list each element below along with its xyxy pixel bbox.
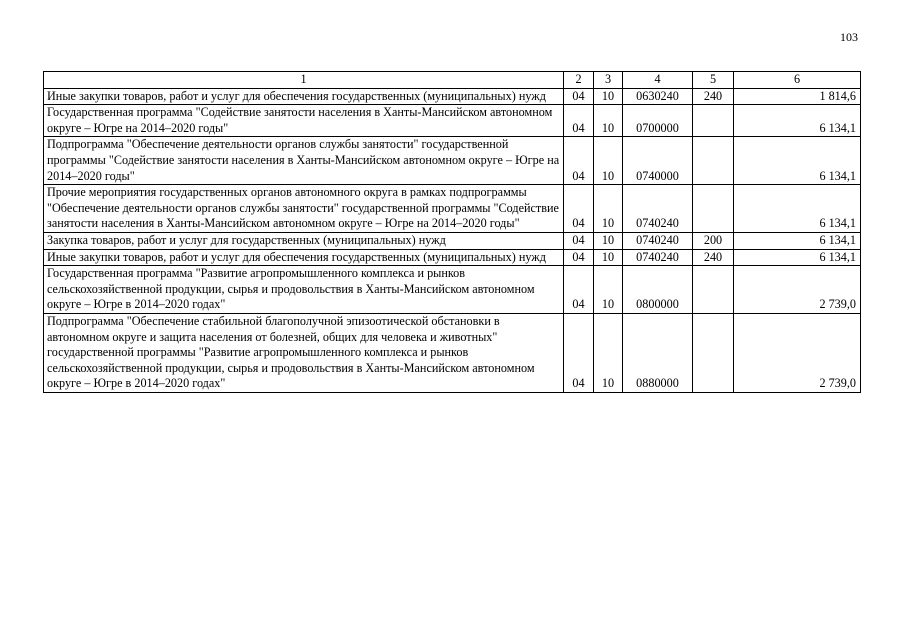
column-header-3: 3 <box>594 72 623 89</box>
row-name: Иные закупки товаров, работ и услуг для обеспечения государственных (муниципальных) нужд <box>44 88 564 105</box>
row-subsection-code: 10 <box>594 137 623 185</box>
row-subsection-code: 10 <box>594 105 623 137</box>
row-section-code: 04 <box>564 266 594 314</box>
table-row <box>44 88 861 105</box>
column-header-5: 5 <box>693 72 734 89</box>
row-subsection-code: 10 <box>594 313 623 392</box>
row-target-code: 0740000 <box>623 137 693 185</box>
row-target-code: 0740240 <box>623 249 693 266</box>
row-section-code: 04 <box>564 313 594 392</box>
column-header-2: 2 <box>564 72 594 89</box>
table-row <box>44 137 861 185</box>
row-expense-type <box>693 266 734 314</box>
page-number: 103 <box>840 30 858 44</box>
row-section-code: 04 <box>564 232 594 249</box>
table-row <box>44 313 861 392</box>
row-amount: 2 739,0 <box>734 313 861 392</box>
row-name: Закупка товаров, работ и услуг для государственных (муниципальных) нужд <box>44 232 564 249</box>
row-amount: 6 134,1 <box>734 137 861 185</box>
row-expense-type: 240 <box>693 249 734 266</box>
row-expense-type <box>693 313 734 392</box>
row-amount: 6 134,1 <box>734 185 861 233</box>
row-subsection-code: 10 <box>594 232 623 249</box>
row-expense-type: 200 <box>693 232 734 249</box>
row-section-code: 04 <box>564 185 594 233</box>
row-section-code: 04 <box>564 137 594 185</box>
row-name: Государственная программа "Содействие занятости населения в Ханты-Мансийском автономном округе – Югре на 2014–2020 годы" <box>44 105 564 137</box>
column-header-1: 1 <box>44 72 564 89</box>
row-target-code: 0740240 <box>623 185 693 233</box>
row-name: Прочие мероприятия государственных органов автономного округа в рамках подпрограммы "Обеспечение деятельности органов службы занятости" государственной программы "Содействие занятости населения в Ханты-Мансийском автономном округе – Югре на 2014–2020 годы" <box>44 185 564 233</box>
table-row <box>44 185 861 233</box>
column-header-6: 6 <box>734 72 861 89</box>
row-expense-type <box>693 137 734 185</box>
row-expense-type <box>693 185 734 233</box>
row-target-code: 0800000 <box>623 266 693 314</box>
row-subsection-code: 10 <box>594 185 623 233</box>
row-section-code: 04 <box>564 105 594 137</box>
column-header-4: 4 <box>623 72 693 89</box>
row-subsection-code: 10 <box>594 249 623 266</box>
row-amount: 6 134,1 <box>734 105 861 137</box>
table-row <box>44 249 861 266</box>
row-section-code: 04 <box>564 88 594 105</box>
row-amount: 2 739,0 <box>734 266 861 314</box>
row-name: Подпрограмма "Обеспечение стабильной благополучной эпизоотической обстановки в автономном округе и защита населения от болезней, общих для человека и животных" государственной программы "Развитие агропромышленного комплекса и рынков сельскохозяйственной продукции, сырья и продовольствия в Ханты-Мансийском автономном округе – Югре в 2014–2020 годах" <box>44 313 564 392</box>
row-target-code: 0700000 <box>623 105 693 137</box>
table-row <box>44 105 861 137</box>
row-name: Иные закупки товаров, работ и услуг для обеспечения государственных (муниципальных) нужд <box>44 249 564 266</box>
row-target-code: 0630240 <box>623 88 693 105</box>
table-header-row <box>44 72 861 89</box>
row-name: Государственная программа "Развитие агропромышленного комплекса и рынков сельскохозяйственной продукции, сырья и продовольствия в Ханты-Мансийском автономном округе – Югре в 2014–2020 годах" <box>44 266 564 314</box>
row-section-code: 04 <box>564 249 594 266</box>
row-expense-type <box>693 105 734 137</box>
table-row <box>44 232 861 249</box>
row-target-code: 0880000 <box>623 313 693 392</box>
row-expense-type: 240 <box>693 88 734 105</box>
budget-table <box>43 71 861 393</box>
row-amount: 1 814,6 <box>734 88 861 105</box>
row-amount: 6 134,1 <box>734 232 861 249</box>
row-target-code: 0740240 <box>623 232 693 249</box>
table-row <box>44 266 861 314</box>
row-name: Подпрограмма "Обеспечение деятельности органов службы занятости" государственной программы "Содействие занятости населения в Ханты-Мансийском автономном округе – Югре на 2014–2020 годы" <box>44 137 564 185</box>
row-subsection-code: 10 <box>594 88 623 105</box>
row-amount: 6 134,1 <box>734 249 861 266</box>
row-subsection-code: 10 <box>594 266 623 314</box>
